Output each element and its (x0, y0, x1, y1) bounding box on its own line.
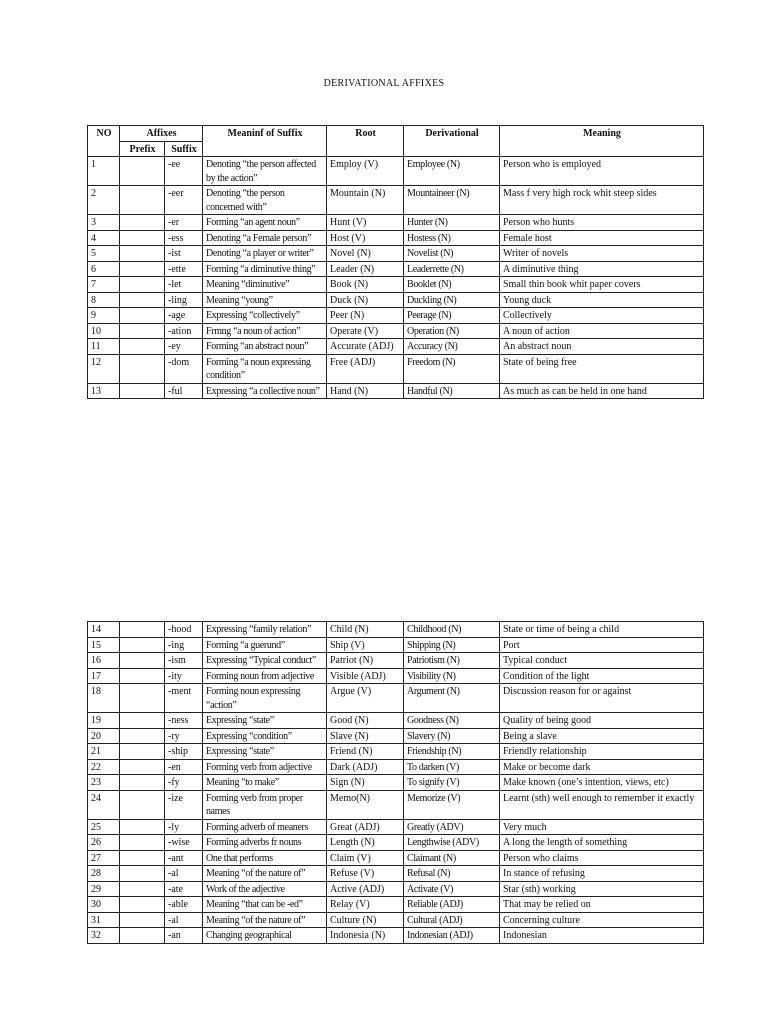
cell-no: 12 (88, 354, 120, 383)
cell-derivational: Refusal (N) (404, 866, 500, 882)
table-row (88, 354, 704, 383)
cell-root: Slave (N) (327, 728, 404, 744)
cell-no: 18 (88, 684, 120, 713)
cell-derivational: Greatly (ADV) (404, 819, 500, 835)
cell-suffix: -let (165, 277, 203, 293)
cell-suffix-meaning: Forming “a noun expressing condition” (203, 354, 327, 383)
table-row (88, 775, 704, 791)
table-row (88, 835, 704, 851)
cell-suffix-meaning: Expressing “condition” (203, 728, 327, 744)
table-row (88, 819, 704, 835)
cell-root: Host (V) (327, 230, 404, 246)
cell-derivational: Freedom (N) (404, 354, 500, 383)
cell-meaning: Star (sth) working (500, 881, 704, 897)
cell-suffix: -al (165, 866, 203, 882)
cell-no: 29 (88, 881, 120, 897)
cell-meaning: That may be relied on (500, 897, 704, 913)
cell-suffix-meaning: Forming “a diminutive thing” (203, 261, 327, 277)
cell-derivational: Childhood (N) (404, 622, 500, 638)
cell-suffix-meaning: Forming verb from adjective (203, 759, 327, 775)
cell-meaning: Person who claims (500, 850, 704, 866)
cell-suffix-meaning: Expressing “state” (203, 713, 327, 729)
cell-root: Hunt (V) (327, 215, 404, 231)
table-row (88, 912, 704, 928)
table-row (88, 653, 704, 669)
col-header-meaning: Meaning (500, 126, 704, 157)
cell-root: Ship (V) (327, 637, 404, 653)
cell-suffix: -ant (165, 850, 203, 866)
table-row (88, 684, 704, 713)
cell-derivational: Patriotism (N) (404, 653, 500, 669)
cell-suffix: -wise (165, 835, 203, 851)
cell-no: 22 (88, 759, 120, 775)
table-row (88, 790, 704, 819)
cell-root: Good (N) (327, 713, 404, 729)
cell-derivational: Memorize (V) (404, 790, 500, 819)
cell-no: 26 (88, 835, 120, 851)
cell-suffix-meaning: Denoting “the person affected by the action” (203, 157, 327, 186)
cell-suffix: -ship (165, 744, 203, 760)
cell-suffix-meaning: Expressing “a collective noun” (203, 383, 327, 399)
cell-root: Visible (ADJ) (327, 668, 404, 684)
cell-meaning: Concerning culture (500, 912, 704, 928)
cell-root: Free (ADJ) (327, 354, 404, 383)
col-header-suffix: Suffix (165, 141, 203, 157)
cell-suffix: -an (165, 928, 203, 944)
table-row (88, 215, 704, 231)
cell-root: Memo(N) (327, 790, 404, 819)
cell-root: Accurate (ADJ) (327, 339, 404, 355)
affixes-table-part-2 (87, 621, 704, 944)
cell-no: 19 (88, 713, 120, 729)
cell-derivational: Leaderrette (N) (404, 261, 500, 277)
cell-suffix: -en (165, 759, 203, 775)
col-header-prefix: Prefix (120, 141, 165, 157)
cell-suffix-meaning: Meaning “diminutive” (203, 277, 327, 293)
cell-root: Dark (ADJ) (327, 759, 404, 775)
col-header-affixes: Affixes (120, 126, 203, 142)
table-row (88, 383, 704, 399)
table-row (88, 897, 704, 913)
cell-derivational: Argument (N) (404, 684, 500, 713)
cell-no: 3 (88, 215, 120, 231)
cell-root: Refuse (V) (327, 866, 404, 882)
cell-meaning: State of being free (500, 354, 704, 383)
cell-suffix-meaning: Forming “a guerund” (203, 637, 327, 653)
cell-prefix (120, 835, 165, 851)
cell-suffix-meaning: One that performs (203, 850, 327, 866)
col-header-meaning-of-suffix: Meaninf of Suffix (203, 126, 327, 157)
table-row (88, 186, 704, 215)
cell-prefix (120, 186, 165, 215)
cell-meaning: Discussion reason for or against (500, 684, 704, 713)
cell-derivational: Cultural (ADJ) (404, 912, 500, 928)
table-row (88, 713, 704, 729)
cell-no: 1 (88, 157, 120, 186)
cell-meaning: Make or become dark (500, 759, 704, 775)
cell-suffix: -ism (165, 653, 203, 669)
cell-prefix (120, 246, 165, 262)
cell-derivational: Goodness (N) (404, 713, 500, 729)
cell-prefix (120, 261, 165, 277)
cell-meaning: Collectively (500, 308, 704, 324)
header-row (88, 126, 704, 142)
cell-derivational: Activate (V) (404, 881, 500, 897)
cell-meaning: Learnt (sth) well enough to remember it exactly (500, 790, 704, 819)
cell-derivational: Visibility (N) (404, 668, 500, 684)
cell-no: 14 (88, 622, 120, 638)
cell-suffix-meaning: Changing geographical (203, 928, 327, 944)
cell-meaning: State or time of being a child (500, 622, 704, 638)
cell-derivational: Employee (N) (404, 157, 500, 186)
cell-prefix (120, 819, 165, 835)
cell-meaning: Friendly relationship (500, 744, 704, 760)
cell-prefix (120, 912, 165, 928)
cell-root: Leader (N) (327, 261, 404, 277)
table-row (88, 668, 704, 684)
cell-suffix-meaning: Forming noun expressing “action” (203, 684, 327, 713)
cell-root: Employ (V) (327, 157, 404, 186)
table-row (88, 744, 704, 760)
cell-root: Friend (N) (327, 744, 404, 760)
cell-no: 23 (88, 775, 120, 791)
cell-suffix: -ly (165, 819, 203, 835)
cell-suffix-meaning: Expressing “state” (203, 744, 327, 760)
cell-meaning: A noun of action (500, 323, 704, 339)
cell-meaning: Indonesian (500, 928, 704, 944)
cell-suffix: -ness (165, 713, 203, 729)
cell-derivational: Hostess (N) (404, 230, 500, 246)
table-row (88, 292, 704, 308)
table-row (88, 308, 704, 324)
cell-root: Claim (V) (327, 850, 404, 866)
cell-no: 5 (88, 246, 120, 262)
cell-suffix: -ment (165, 684, 203, 713)
col-header-root: Root (327, 126, 404, 157)
cell-prefix (120, 637, 165, 653)
cell-derivational: Slavery (N) (404, 728, 500, 744)
cell-suffix: -hood (165, 622, 203, 638)
cell-no: 24 (88, 790, 120, 819)
table-row (88, 339, 704, 355)
cell-root: Mountain (N) (327, 186, 404, 215)
cell-derivational: To signify (V) (404, 775, 500, 791)
cell-prefix (120, 866, 165, 882)
cell-meaning: Port (500, 637, 704, 653)
cell-suffix-meaning: Denoting “a player or writer” (203, 246, 327, 262)
cell-meaning: A diminutive thing (500, 261, 704, 277)
cell-root: Child (N) (327, 622, 404, 638)
cell-suffix-meaning: Forming “an agent noun” (203, 215, 327, 231)
table-row (88, 637, 704, 653)
cell-no: 6 (88, 261, 120, 277)
cell-prefix (120, 292, 165, 308)
cell-suffix: -er (165, 215, 203, 231)
cell-derivational: Shipping (N) (404, 637, 500, 653)
cell-derivational: To darken (V) (404, 759, 500, 775)
cell-no: 10 (88, 323, 120, 339)
cell-no: 7 (88, 277, 120, 293)
cell-prefix (120, 653, 165, 669)
cell-no: 8 (88, 292, 120, 308)
cell-root: Book (N) (327, 277, 404, 293)
cell-suffix-meaning: Meaning “to make” (203, 775, 327, 791)
cell-no: 13 (88, 383, 120, 399)
cell-meaning: In stance of refusing (500, 866, 704, 882)
cell-derivational: Handful (N) (404, 383, 500, 399)
cell-suffix-meaning: Meaning “of the nature of” (203, 866, 327, 882)
cell-suffix: -ist (165, 246, 203, 262)
cell-suffix: -al (165, 912, 203, 928)
cell-prefix (120, 728, 165, 744)
cell-suffix: -ess (165, 230, 203, 246)
cell-derivational: Operation (N) (404, 323, 500, 339)
cell-prefix (120, 354, 165, 383)
cell-derivational: Novelist (N) (404, 246, 500, 262)
cell-meaning: Small thin book whit paper covers (500, 277, 704, 293)
cell-no: 16 (88, 653, 120, 669)
table-row (88, 323, 704, 339)
cell-prefix (120, 308, 165, 324)
cell-root: Novel (N) (327, 246, 404, 262)
cell-root: Culture (N) (327, 912, 404, 928)
cell-suffix-meaning: Work of the adjective (203, 881, 327, 897)
cell-root: Operate (V) (327, 323, 404, 339)
cell-prefix (120, 790, 165, 819)
cell-no: 15 (88, 637, 120, 653)
cell-prefix (120, 928, 165, 944)
cell-prefix (120, 230, 165, 246)
table-row (88, 261, 704, 277)
cell-suffix: -ate (165, 881, 203, 897)
table-row (88, 277, 704, 293)
cell-suffix-meaning: Expressing “family relation” (203, 622, 327, 638)
cell-meaning: Person who hunts (500, 215, 704, 231)
cell-derivational: Claimant (N) (404, 850, 500, 866)
table-row (88, 759, 704, 775)
cell-no: 17 (88, 668, 120, 684)
col-header-derivational: Derivational (404, 126, 500, 157)
cell-suffix: -ful (165, 383, 203, 399)
cell-prefix (120, 622, 165, 638)
document-title: DERIVATIONAL AFFIXES (323, 78, 445, 89)
cell-derivational: Mountaineer (N) (404, 186, 500, 215)
table-row (88, 881, 704, 897)
cell-prefix (120, 713, 165, 729)
cell-meaning: Make known (one’s intention, views, etc) (500, 775, 704, 791)
cell-suffix: -able (165, 897, 203, 913)
cell-suffix: -ation (165, 323, 203, 339)
cell-root: Sign (N) (327, 775, 404, 791)
table-row (88, 622, 704, 638)
cell-meaning: Female host (500, 230, 704, 246)
cell-root: Active (ADJ) (327, 881, 404, 897)
cell-derivational: Booklet (N) (404, 277, 500, 293)
cell-no: 31 (88, 912, 120, 928)
cell-suffix: -dom (165, 354, 203, 383)
cell-suffix-meaning: Expressing “Typical conduct” (203, 653, 327, 669)
cell-suffix: -ing (165, 637, 203, 653)
cell-prefix (120, 897, 165, 913)
cell-suffix: -ey (165, 339, 203, 355)
cell-derivational: Lengthwise (ADV) (404, 835, 500, 851)
cell-meaning: Typical conduct (500, 653, 704, 669)
cell-suffix-meaning: Forming verb from proper names (203, 790, 327, 819)
table-row (88, 850, 704, 866)
cell-root: Great (ADJ) (327, 819, 404, 835)
cell-prefix (120, 277, 165, 293)
cell-suffix: -ee (165, 157, 203, 186)
cell-no: 21 (88, 744, 120, 760)
table-body-part-2 (88, 622, 704, 944)
affixes-table-part-1 (87, 125, 704, 399)
cell-root: Patriot (N) (327, 653, 404, 669)
cell-no: 25 (88, 819, 120, 835)
cell-prefix (120, 775, 165, 791)
cell-no: 11 (88, 339, 120, 355)
table-row (88, 866, 704, 882)
table-row (88, 157, 704, 186)
cell-suffix: -eer (165, 186, 203, 215)
cell-derivational: Peerage (N) (404, 308, 500, 324)
cell-suffix-meaning: Forming noun from adjective (203, 668, 327, 684)
cell-prefix (120, 339, 165, 355)
cell-derivational: Duckling (N) (404, 292, 500, 308)
table-row (88, 246, 704, 262)
cell-derivational: Friendship (N) (404, 744, 500, 760)
col-header-no: NO (88, 126, 120, 157)
cell-no: 30 (88, 897, 120, 913)
cell-meaning: An abstract noun (500, 339, 704, 355)
cell-root: Argue (V) (327, 684, 404, 713)
cell-suffix: -ling (165, 292, 203, 308)
cell-meaning: Young duck (500, 292, 704, 308)
cell-meaning: Quality of being good (500, 713, 704, 729)
cell-prefix (120, 157, 165, 186)
table-body-part-1 (88, 157, 704, 399)
cell-suffix-meaning: Meaning “young” (203, 292, 327, 308)
cell-suffix: -ry (165, 728, 203, 744)
cell-no: 32 (88, 928, 120, 944)
cell-no: 20 (88, 728, 120, 744)
cell-suffix-meaning: Meaning “that can be -ed” (203, 897, 327, 913)
cell-root: Relay (V) (327, 897, 404, 913)
cell-prefix (120, 850, 165, 866)
cell-no: 2 (88, 186, 120, 215)
cell-prefix (120, 684, 165, 713)
cell-derivational: Accuracy (N) (404, 339, 500, 355)
cell-suffix: -ette (165, 261, 203, 277)
cell-root: Duck (N) (327, 292, 404, 308)
cell-prefix (120, 323, 165, 339)
cell-meaning: Condition of the light (500, 668, 704, 684)
cell-suffix-meaning: Expressing “collectively” (203, 308, 327, 324)
cell-meaning: Person who is employed (500, 157, 704, 186)
cell-meaning: Mass f very high rock whit steep sides (500, 186, 704, 215)
cell-suffix: -ize (165, 790, 203, 819)
cell-meaning: Very much (500, 819, 704, 835)
cell-root: Indonesia (N) (327, 928, 404, 944)
cell-prefix (120, 668, 165, 684)
cell-no: 27 (88, 850, 120, 866)
cell-suffix: -fy (165, 775, 203, 791)
cell-prefix (120, 215, 165, 231)
cell-no: 4 (88, 230, 120, 246)
cell-prefix (120, 881, 165, 897)
cell-derivational: Indonesian (ADJ) (404, 928, 500, 944)
cell-suffix-meaning: Forming “an abstract noun” (203, 339, 327, 355)
cell-no: 28 (88, 866, 120, 882)
cell-meaning: A long the length of something (500, 835, 704, 851)
cell-suffix: -ity (165, 668, 203, 684)
cell-meaning: As much as can be held in one hand (500, 383, 704, 399)
cell-derivational: Hunter (N) (404, 215, 500, 231)
cell-root: Length (N) (327, 835, 404, 851)
cell-no: 9 (88, 308, 120, 324)
cell-prefix (120, 383, 165, 399)
cell-suffix: -age (165, 308, 203, 324)
cell-meaning: Writer of novels (500, 246, 704, 262)
cell-root: Hand (N) (327, 383, 404, 399)
cell-suffix-meaning: Denoting “the person concerned with” (203, 186, 327, 215)
table-row (88, 728, 704, 744)
cell-derivational: Reliable (ADJ) (404, 897, 500, 913)
cell-prefix (120, 744, 165, 760)
cell-prefix (120, 759, 165, 775)
cell-root: Peer (N) (327, 308, 404, 324)
table-row (88, 230, 704, 246)
cell-suffix-meaning: Meaning “of the nature of” (203, 912, 327, 928)
cell-suffix-meaning: Forming adverb of meaners (203, 819, 327, 835)
table-row (88, 928, 704, 944)
cell-meaning: Being a slave (500, 728, 704, 744)
cell-suffix-meaning: Frmng “a noun of action” (203, 323, 327, 339)
cell-suffix-meaning: Forming adverbs fr nouns (203, 835, 327, 851)
cell-suffix-meaning: Denoting “a Female person” (203, 230, 327, 246)
